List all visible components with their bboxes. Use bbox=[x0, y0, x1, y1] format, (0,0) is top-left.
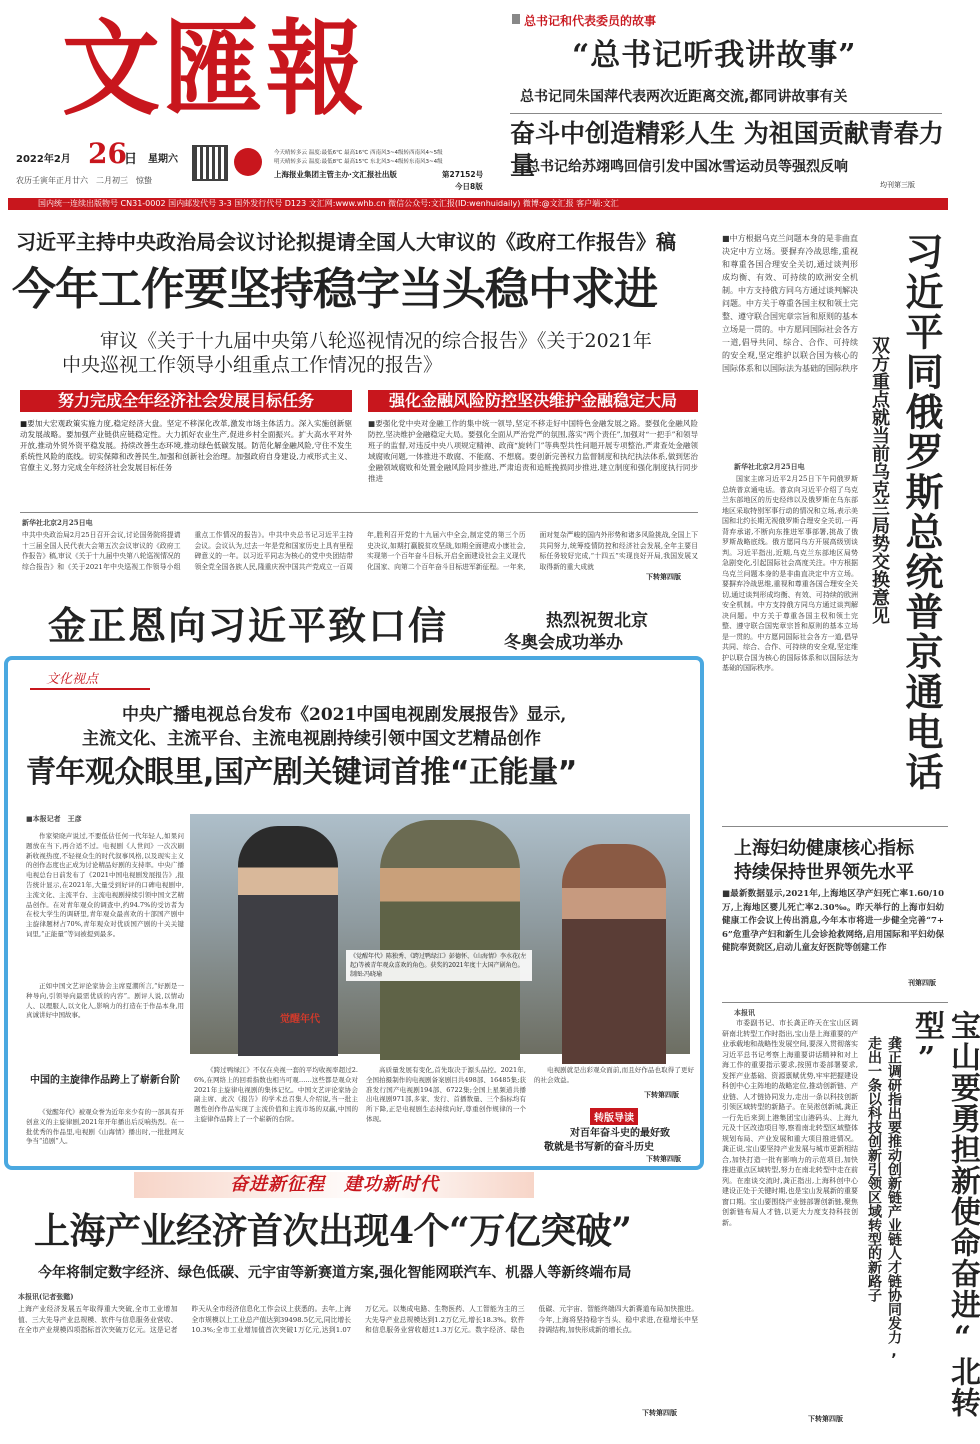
box-line-1: 对百年奋斗史的最好致 bbox=[570, 1128, 670, 1139]
lead-story bbox=[8, 214, 706, 590]
industry-headline: 上海产业经济首次出现4个“万亿突破” bbox=[34, 1210, 632, 1252]
character-2-figure bbox=[380, 820, 520, 1060]
culture-tag: 文化视点 bbox=[30, 670, 150, 690]
culture-col5: 电视剧就是出彩观众面前,而且好作品也取得了更好的社会效益。 bbox=[534, 1066, 694, 1084]
side-dateline: 新华社北京2月25日电 bbox=[734, 462, 805, 471]
weekday: 星期六 bbox=[148, 154, 178, 165]
industry-banner: 奋进新征程 建功新时代 bbox=[230, 1174, 439, 1195]
culture-col1b: 正如中国文艺评论家协会主席夏潮所言,“好剧是一种导向,引领导向最需优质的内容”。剧评人说,以情动人、以理服人,以文化人,影响力的打造在于作品本身,用真诚讲好中国故事。 bbox=[26, 982, 184, 1020]
qr-code-icon bbox=[192, 145, 228, 181]
congrats-line-2: 冬奥会成功举办 bbox=[504, 633, 623, 653]
culture-byline: ■本报记者 王彦 bbox=[26, 814, 82, 823]
lead-kicker: 习近平主持中央政治局会议讨论拟提请全国人大审议的《政府工作报告》稿 bbox=[16, 230, 676, 254]
lead-body: 中共中央政治局2月25日召开会议,讨论国务院将提请十三届全国人民代表大会第五次会议审议的《政府工作报告》稿,审议《关于十九届中央第八轮巡视情况的综合报告》和《关于2021年中央巡视工作领导小组重点工作情况的报告》。中共中央总书记习近平主持会议。会议认为,过去一年是党和国家历史上具有里程碑意义的一年。以习近平同志为核心的党中央团结带领全党全国各族人民,隆重庆祝中国共产党成立一百周年,胜利召开党的十九届六中全会,制定党的第三个历史决议,如期打赢脱贫攻坚战,如期全面建成小康社会,实现第一个百年奋斗目标,开启全面建设社会主义现代化国家、向第二个百年奋斗目标进军新征程。一年来,面对复杂严峻的国内外形势和诸多风险挑战,全国上下共同努力,统筹疫情防控和经济社会发展,全年主要目标任务较好完成,“十四五”实现良好开局,我国发展又取得新的重大成就 bbox=[22, 531, 698, 571]
side-main-story bbox=[716, 222, 950, 818]
lead-dateline: 新华社北京2月25日电 bbox=[22, 518, 93, 527]
box-line-2: 敬就是书写新的奋斗历史 bbox=[544, 1142, 654, 1153]
lead-sub-2: 中央巡视工作领导小组重点工作情况的报告》 bbox=[62, 354, 443, 376]
top-news-kicker: 总书记和代表委员的故事 bbox=[524, 14, 657, 28]
issue-number: 第27152号 bbox=[442, 170, 484, 179]
divider bbox=[722, 826, 948, 827]
women-health-story bbox=[716, 826, 950, 996]
lead-box-2-body: ■要强化党中央对金融工作的集中统一领导,坚定不移走好中国特色金融发展之路。要强化金融风险防控,坚决维护金融稳定大局。要强化全面从严治党严的氛围,落实“两个责任”,加强对“一把手”和领导班子的监督,对违反中央八项规定精神、政商“旋转门”等典型共性问题开展专项整治,严肃查处金融领域腐败问题,一体推进不敢腐、不能腐、不想腐。要创新完善权力监督制度和执纪执法体系,做到惩治金融领域腐败和处置金融风险同步推进,严肃追责和追赃挽损同步推进,建立制度和强化制度执行同步推进 bbox=[368, 419, 698, 483]
culture-col3: 《跨过鸭绿江》不仅在央视一套的平均收视率超过2.6%,在网络上的回看指数也相当可观……这些都是观众对2021年主旋律电视剧的集体记忆。中国文艺评论家协会副主席、此次《报告》的学术总召集人介绍说,当一批主题性创作作品实现了主流价值和主流市场的双赢,中国的主旋律作品跨上了一个崭新的台阶。 bbox=[194, 1066, 358, 1123]
logo-emblem-icon bbox=[234, 148, 262, 176]
culture-jump: 下转第四版 bbox=[644, 1091, 679, 1099]
industry-sub: 今年将制定数字经济、绿色低碳、元宇宙等新赛道方案,强化智能网联汽车、机器人等新终端布局 bbox=[38, 1265, 632, 1281]
lead-box-2-title: 强化金融风险防控坚决维护金融稳定大局 bbox=[368, 390, 698, 412]
side-headline: 习近平同俄罗斯总统普京通电话 bbox=[899, 232, 944, 792]
baoshan-dateline: 本报讯 bbox=[734, 1008, 755, 1017]
masthead bbox=[0, 0, 496, 195]
kim-story bbox=[40, 596, 700, 652]
page-count: 今日8版 bbox=[455, 182, 483, 191]
baoshan-sub-2: 走出一条以科技创新引领区域转型的新路子 bbox=[866, 1036, 882, 1302]
lunar-date: 农历壬寅年正月廿六 二月初三 惊蛰 bbox=[16, 176, 152, 185]
industry-body: 上海产业经济发展五年取得重大突破,全市工业增加值、三大先导产业总规模、软件与信息服务业营收、在全市产业规模四项指标首次突破万亿元。这是记者昨天从全市经济信息化工作会议上获悉的。去年,上海全市规模以上工业总产值达到39498.5亿元,同比增长10.3%;全市工业增加值首次突破1万亿元,达到1.07万亿元。以集成电路、生物医药、人工智能为主的三大先导产业总规模达到1.2万亿元,增长18.3%。软件和信息服务业营收超过1.3万亿元。数字经济、绿色低碳、元宇宙、智能终端四大新赛道布局加快推进。今年,上海将坚持稳字当头、稳中求进,在稳增长中坚持调结构,加快形成新的增长点。 bbox=[18, 1305, 698, 1334]
character-3-figure bbox=[562, 844, 666, 1064]
lead-headline: 今年工作要坚持稳字当头稳中求进 bbox=[12, 264, 657, 315]
industry-dateline: 本报讯(记者张懿) bbox=[18, 1292, 74, 1301]
congrats-line-1: 热烈祝贺北京 bbox=[546, 611, 648, 631]
lead-jump: 下转第四版 bbox=[646, 573, 681, 581]
date-text: 2022年2月 bbox=[16, 154, 71, 165]
culture-headline: 青年观众眼里,国产剧关键词首推“正能量” bbox=[26, 755, 577, 790]
industry-jump: 下转第四版 bbox=[642, 1409, 677, 1417]
publisher: 上海报业集团主管主办·文汇报社出版 bbox=[274, 170, 397, 179]
culture-kicker-2: 主流文化、主流平台、主流电视剧持续引领中国文艺精品创作 bbox=[82, 729, 541, 749]
top-news-sub-2: 总书记给苏翊鸣回信引发中国冰雪运动员等强烈反响 bbox=[526, 159, 848, 175]
divider bbox=[20, 512, 698, 513]
newspaper-logo: 文匯報 bbox=[62, 9, 369, 130]
women-headline-1: 上海妇幼健康核心指标 bbox=[734, 838, 914, 859]
top-news-box bbox=[500, 8, 948, 194]
weather-line-2: 明天晴转多云 温度:最低8℃ 最高15℃ 东北风3~4级转东南风3~4级 bbox=[274, 159, 443, 165]
lead-box-1-body: ■要加大宏观政策实施力度,稳定经济大盘。坚定不移深化改革,激发市场主体活力。深入实施创新驱动发展战略。要加强产业链供应链稳定性。大力抓好农业生产,促进乡村全面振兴。扩大高水平对外开放,推动外贸外资平稳发展。持续改善生态环境,推动绿色低碳发展。防范化解金融风险,守住不发生系统性风险的底线。切实保障和改善民生,加强和创新社会治理。加强政府自身建设,力戒形式主义、官僚主义,努力完成全年经济社会发展目标任务 bbox=[20, 419, 352, 472]
date-day-suffix: 日 bbox=[124, 152, 138, 167]
divider bbox=[722, 1002, 948, 1003]
kicker-marker-icon bbox=[512, 14, 520, 24]
photo-caption: 《觉醒年代》陈独秀、《跨过鸭绿江》彭德怀、《山海情》李水花(左起)等被青年观众喜欢的角色。获奖的2021年度十大国产剧角色。制图:冯晓瑜 bbox=[346, 950, 532, 981]
baoshan-body: 市委副书记、市长龚正昨天在宝山区调研南北转型工作时指出,宝山是上海重要的产业承载地和战略性发展空间,要深入贯彻落实习近平总书记考察上海重要讲话精神和对上海工作的重要指示要求,按照市委部署要求,发挥产业基础、资源禀赋优势,牢牢把握建设科创中心主阵地的战略定位,推动创新链、产业链、人才链协同发力,走出一条以科技创新引领区域转型的新路子。在吴淞创新城,龚正一行先后来到上港集团宝山港码头、上海九元及十区改造项目等,察看南北转型区域整体规划布局、产业发展和重大项目推进情况。龚正说,宝山要坚持产业发展与城市更新相结合,加快打造一批有影响力的示范项目,加快推进重点区域转型,努力在南北转型中走在前列。在座谈交流时,龚正指出,上海科创中心建设正处于关键时期,也是宝山发展新的重要窗口期。宝山要围绕产业链部署创新链,聚焦创新链布局人才链,以更大力度支持科技创新。 bbox=[722, 1019, 858, 1227]
top-news-sub-1: 总书记同朱国萍代表两次近距离交流,都同讲故事有关 bbox=[520, 89, 848, 105]
info-bar: 国内统一连续出版物号 CN31-0002 国内邮发代号 3-3 国外发行代号 D123 文汇网:www.whb.cn 微信公众号:文汇报(ID:wenhuidaily) 微博:@文汇报 客户端:文汇 bbox=[8, 198, 948, 210]
drama-characters-photo bbox=[190, 814, 690, 1054]
lead-sub-1: 审议《关于十九届中央第八轮巡视情况的综合报告》《关于2021年 bbox=[100, 330, 652, 352]
photo-tag: 觉醒年代 bbox=[280, 1014, 320, 1025]
culture-col2: 《觉醒年代》被观众誉为近年来少有的一部具有开创意义的主旋律剧,2021年开年播出后反响热烈。在一批优秀的作品里,电视剧《山海情》播出时,一批批网友争当“追剧”人。 bbox=[26, 1108, 184, 1146]
top-news-jump: 均刊第三版 bbox=[880, 181, 915, 189]
top-news-headline-2: 奋斗中创造精彩人生 为祖国贡献青春力量 bbox=[510, 119, 944, 180]
culture-article bbox=[4, 656, 704, 1170]
divider bbox=[510, 113, 942, 114]
baoshan-headline: 宝山要勇担新使命奋进“北转型” bbox=[909, 1010, 980, 1418]
box-jump: 下转第四版 bbox=[646, 1155, 681, 1163]
baoshan-sub-1: 龚正调研指出要推动创新链产业链人才链协同发力, bbox=[886, 1036, 902, 1360]
culture-col4: 高质量发展有变化,首先取决于源头品控。2021年,全国拍摄制作的电视剧备案剧目共498部、16485集;获准发行国产电视剧194部、6722集;全国上星频道共播出电视剧971部,多家、发行、首播数量、三个指标均有所下降,正是电视剧生态持续向好,尊重创作规律的一个体现。 bbox=[366, 1066, 526, 1123]
culture-subhead: 中国的主旋律作品跨上了崭新台阶 bbox=[30, 1075, 180, 1086]
culture-kicker-1: 中央广播电视总台发布《2021中国电视剧发展报告》显示, bbox=[122, 705, 567, 725]
baoshan-story bbox=[716, 1002, 980, 1428]
industry-story bbox=[8, 1172, 708, 1438]
box-tag: 转版导读 bbox=[590, 1108, 638, 1125]
side-summary: ■中方根据乌克兰问题本身的是非曲直决定中方立场。要摒弃冷战思维,重视和尊重各国合理安全关切,通过谈判形成均衡、有效、可持续的欧洲安全机制。中方支持俄方同乌方通过谈判解决问题。中方关于尊重各国主权和领土完整、遵守联合国宪章宗旨和原则的基本立场是一贯的。中方愿同国际社会各方一道,倡导共同、综合、合作、可持续的安全观,坚定维护以联合国为核心的国际体系和以国际法为基础的国际秩序 bbox=[722, 234, 858, 373]
top-news-headline-1: “总书记听我讲故事” bbox=[572, 38, 857, 73]
side-body: 国家主席习近平2月25日下午同俄罗斯总统普京通电话。普京向习近平介绍了乌克兰东部地区的历史经纬以及俄罗斯在乌东部地区采取特别军事行动的情况和立场,表示美国和北约长期无视俄罗斯合理安全关切,一再背弃承诺,不断向东推进军事部署,挑战了俄罗斯战略底线。俄方愿同乌方开展高级别谈判。习近平指出,近期,乌克兰东部地区局势急剧变化,引起国际社会高度关注。中方根据乌克兰问题本身的是非曲直决定中方立场。要摒弃冷战思维,重视和尊重各国合理安全关切,通过谈判形成均衡、有效、可持续的欧洲安全机制。中方支持俄方同乌方通过谈判解决问题。中方关于尊重各国主权和领土完整、遵守联合国宪章宗旨和原则的基本立场是一贯的。中方愿同国际社会各方一道,倡导共同、综合、合作、可持续的安全观,坚定维护以联合国为核心的国际体系和以国际法为基础的国际秩序。 bbox=[722, 475, 858, 672]
women-body: ■最新数据显示,2021年,上海地区孕产妇死亡率1.60/10万,上海地区婴儿死亡率2.30‰。昨天举行的上海市妇幼健康工作会议上传出消息,今年本市将进一步健全完善“7+6”危重孕产妇和新生儿会诊抢救网络,启用国际和平妇幼保健院奉贤院区,启动儿童友好医院等创建工作 bbox=[722, 889, 944, 953]
lead-box-1-title: 努力完成全年经济社会发展目标任务 bbox=[20, 390, 352, 412]
baoshan-jump: 下转第四版 bbox=[808, 1415, 843, 1423]
women-headline-2: 持续保持世界领先水平 bbox=[734, 862, 914, 883]
kim-headline: 金正恩向习近平致口信 bbox=[48, 603, 449, 648]
date-day: 26 bbox=[88, 137, 127, 170]
culture-col1: 作家梁晓声说过,不要低估任何一代年轻人,如果问题放在当下,再合适不过。电视剧《人世间》一次次刷新收视热度,不轻视众生的时代叙事风格,以及现实主义的创作态度也正成为讨论精品好剧的支持率。中央广播电视总台日前发布了《2021中国电视剧发展报告》,报告统计显示,在2021年,大量受到好评的口碑电视剧中,主流文化、主流平台、主流电视剧持续引领中国文艺精品创作。在对青年观众的调查中,约94.7%的受访者为在校大学生的调研里,青年观众最喜欢的十部国产剧中主旋律题材占70%,青年观众对优质国产剧的十关关键词里,“正能量”等词被提到最多。 bbox=[26, 832, 184, 938]
side-subhead: 双方重点就当前乌克兰局势交换意见 bbox=[869, 336, 890, 624]
weather-line-1: 今天晴转多云 温度:最低6℃ 最高16℃ 西南风3~4级转西南风4~5级 bbox=[274, 150, 443, 156]
women-jump: 刊第四版 bbox=[908, 979, 936, 987]
